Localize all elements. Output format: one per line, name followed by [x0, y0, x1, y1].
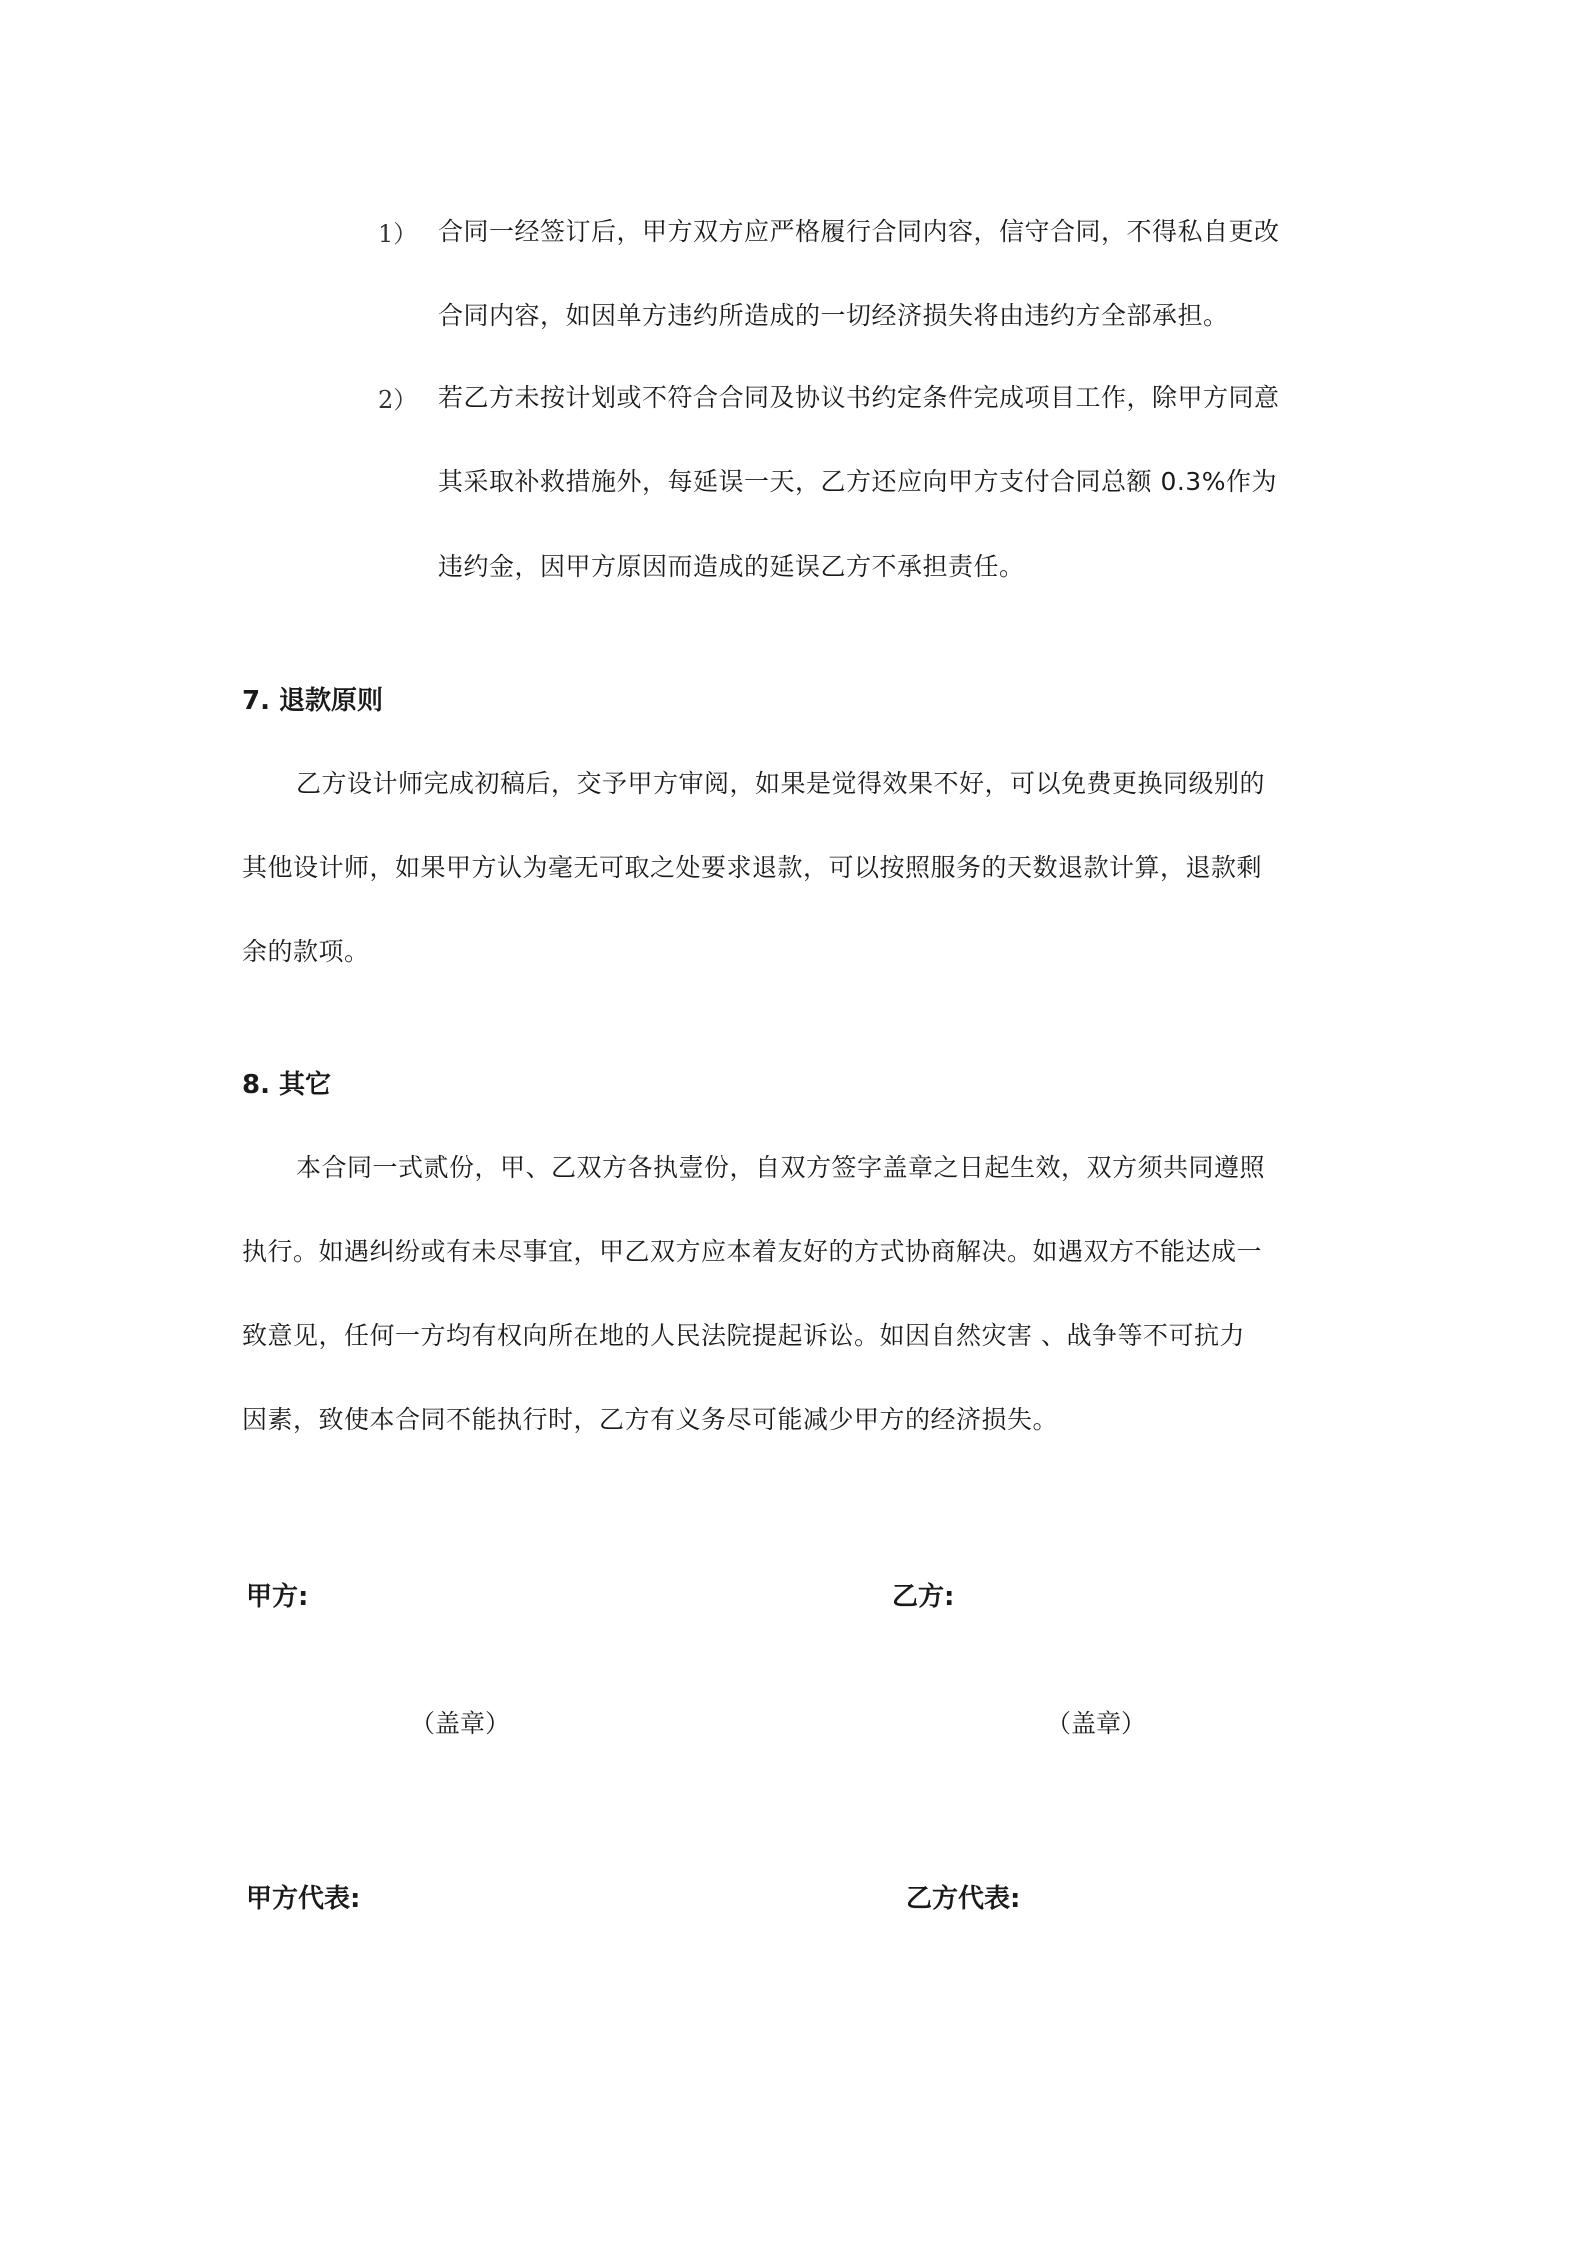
section-7-line-2: 其他设计师，如果甲方认为毫无可取之处要求退款，可以按照服务的天数退款计算，退款剩 — [242, 853, 1263, 882]
clause-2-line-1: 若乙方未按计划或不符合合同及协议书约定条件完成项目工作，除甲方同意 — [438, 383, 1280, 412]
section-7-line-3: 余的款项。 — [242, 937, 370, 966]
party-b-stamp: （盖章） — [1046, 1709, 1147, 1738]
section-8-line-3: 致意见，任何一方均有权向所在地的人民法院提起诉讼。如因自然灾害 、战争等不可抗力 — [242, 1321, 1245, 1350]
party-a-stamp: （盖章） — [410, 1709, 511, 1738]
clause-2-line-2: 其采取补救措施外，每延误一天，乙方还应向甲方支付合同总额 0.3%作为 — [438, 467, 1277, 496]
clause-1-line-1: 合同一经签订后，甲方双方应严格履行合同内容，信守合同，不得私自更改 — [438, 217, 1280, 246]
party-b-label: 乙方: — [892, 1582, 955, 1612]
clause-2-line-3: 违约金，因甲方原因而造成的延误乙方不承担责任。 — [438, 552, 1025, 581]
clause-1-number: 1） — [378, 220, 418, 248]
clause-1-line-2: 合同内容，如因单方违约所造成的一切经济损失将由违约方全部承担。 — [438, 301, 1229, 330]
party-a-representative-label: 甲方代表: — [246, 1884, 361, 1914]
section-8-title: 8. 其它 — [242, 1070, 332, 1100]
section-7-title: 7. 退款原则 — [242, 686, 384, 716]
section-8-line-2: 执行。如遇纠纷或有未尽事宜，甲乙双方应本着友好的方式协商解决。如遇双方不能达成一 — [242, 1237, 1263, 1266]
section-8-line-1: 本合同一式贰份，甲、乙双方各执壹份，自双方签字盖章之日起生效，双方须共同遵照 — [296, 1153, 1266, 1182]
clause-2-number: 2） — [378, 386, 418, 414]
section-7-line-1: 乙方设计师完成初稿后，交予甲方审阅，如果是觉得效果不好，可以免费更换同级别的 — [296, 769, 1266, 798]
party-b-representative-label: 乙方代表: — [906, 1884, 1021, 1914]
section-8-line-4: 因素，致使本合同不能执行时，乙方有义务尽可能减少甲方的经济损失。 — [242, 1405, 1059, 1434]
party-a-label: 甲方: — [246, 1582, 309, 1612]
